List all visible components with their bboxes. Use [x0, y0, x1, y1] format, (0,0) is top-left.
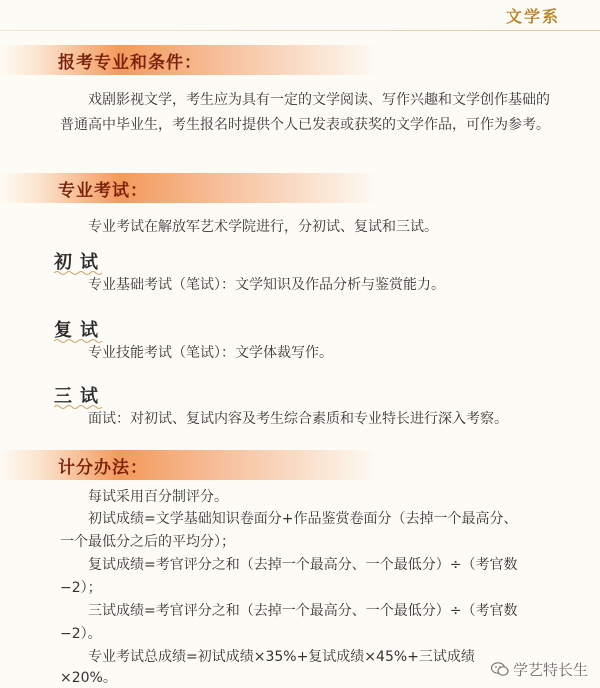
- section-title-exam: 专业考试：: [58, 181, 148, 201]
- header-divider: [0, 30, 600, 31]
- round-title-2: 复试: [54, 320, 106, 341]
- scoring-line-7: −2）。: [60, 626, 102, 642]
- watermark: [491, 659, 588, 680]
- wechat-icon: [491, 662, 509, 677]
- round-body-2: 专业技能考试（笔试）：文学体裁写作。: [88, 345, 333, 361]
- scoring-line-2: 初试成绩=文学基础知识卷面分+作品鉴赏卷面分（去掉一个最高分、: [88, 511, 518, 527]
- scoring-line-9: ×20%。: [60, 670, 117, 686]
- section-title-conditions: 报考专业和条件：: [58, 53, 202, 73]
- scoring-line-3: 一个最低分之后的平均分）；: [60, 534, 235, 550]
- scoring-line-8: 专业考试总成绩=初试成绩×35%+复试成绩×45%+三试成绩: [88, 649, 475, 665]
- watermark-text: 学艺特长生: [512, 661, 588, 679]
- scoring-line-6: 三试成绩=考官评分之和（去掉一个最高分、一个最低分）÷（考官数: [88, 603, 518, 619]
- round-body-1: 专业基础考试（笔试）：文学知识及作品分析与鉴赏能力。: [88, 277, 445, 293]
- section-bar-conditions: [0, 45, 600, 75]
- round-title-3: 三试: [54, 386, 106, 407]
- conditions-paragraph: 戏剧影视文学，考生应为具有一定的文学阅读、写作兴趣和文学创作基础的普通高中毕业生，考生报名时提供个人已发表或获奖的文学作品，可作为参考。: [60, 92, 550, 133]
- round-title-1: 初试: [54, 252, 106, 273]
- section-bar-exam: [0, 173, 600, 203]
- department-title: 文学系: [505, 7, 560, 26]
- scoring-line-5: −2）；: [60, 580, 102, 596]
- section-title-scoring: 计分办法：: [58, 458, 148, 478]
- round-body-3: 面试：对初试、复试内容及考生综合素质和专业特长进行深入考察。: [88, 411, 508, 427]
- scoring-line-4: 复试成绩=考官评分之和（去掉一个最高分、一个最低分）÷（考官数: [88, 557, 518, 573]
- exam-intro: 专业考试在解放军艺术学院进行，分初试、复试和三试。: [88, 219, 438, 235]
- section-bar-scoring: [0, 450, 600, 480]
- scoring-line-1: 每试采用百分制评分。: [88, 489, 228, 505]
